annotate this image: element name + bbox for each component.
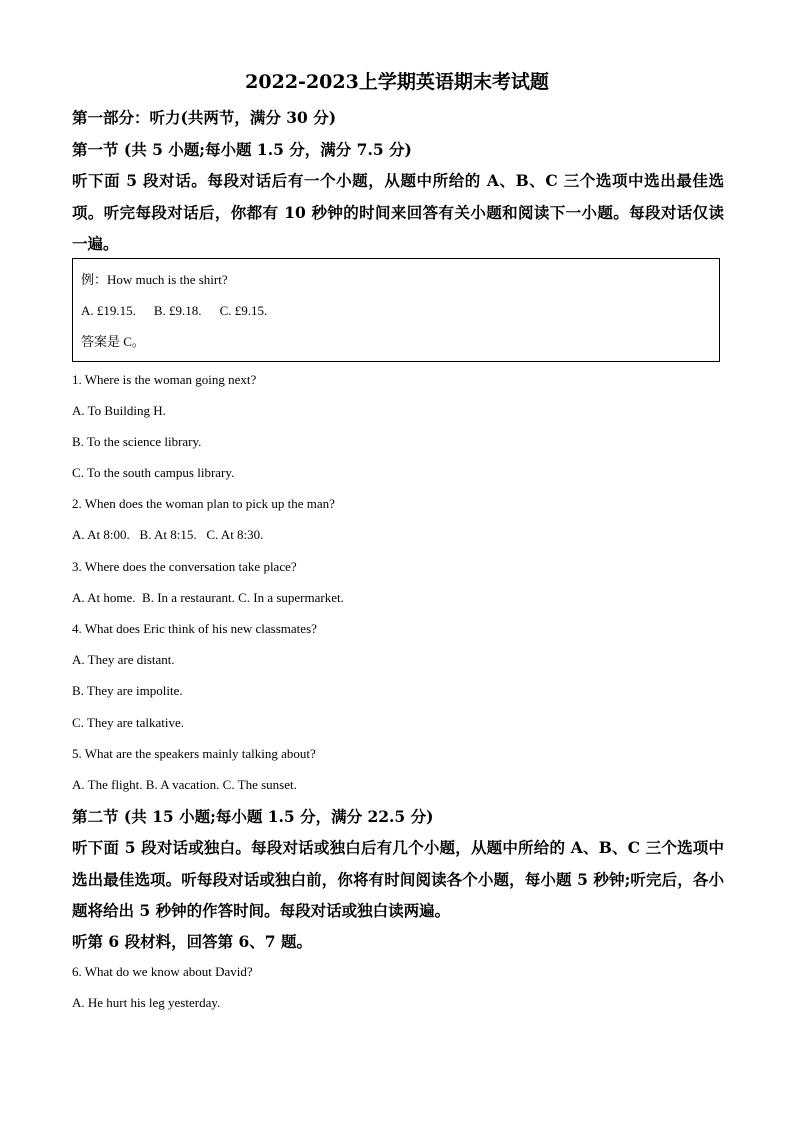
question-1-option-b: B. To the science library.: [72, 434, 202, 449]
part1-heading: 第一部分：听力(共两节，满分 30 分): [72, 108, 337, 127]
question-4-option-b: B. They are impolite.: [72, 683, 183, 698]
example-box: [72, 258, 720, 362]
section2-instructions: 听下面 5 段对话或独白。每段对话或独白后有几个小题，从题中所给的 A、B、C 三个选项中选出最佳选项。听每段对话或独白前，你将有时间阅读各个小题，每小题 5 秒钟;听完后，各小题将给出 5 秒钟的作答时间。每段对话或独白读两遍。: [72, 838, 724, 920]
material6-heading: 听第 6 段材料，回答第 6、7 题。: [72, 932, 312, 951]
question-4-option-c: C. They are talkative.: [72, 715, 185, 730]
question-4: 4. What does Eric think of his new classmates?: [72, 621, 317, 636]
example-options: [81, 302, 267, 320]
example-option-c: C. £9.15.: [219, 303, 268, 318]
question-2-options: A. At 8:00. B. At 8:15. C. At 8:30.: [72, 527, 264, 542]
question-2: 2. When does the woman plan to pick up the man?: [72, 496, 335, 511]
page-title: 2022-2023上学期英语期末考试题: [245, 71, 549, 93]
section2-heading: 第二节 (共 15 小题;每小题 1.5 分，满分 22.5 分): [72, 807, 434, 826]
section1-heading: 第一节 (共 5 小题;每小题 1.5 分，满分 7.5 分): [72, 140, 412, 159]
question-5-options: A. The flight. B. A vacation. C. The sunset.: [72, 777, 297, 792]
example-answer: 答案是 C。: [81, 334, 145, 349]
question-3-options: A. At home. B. In a restaurant. C. In a supermarket.: [72, 590, 344, 605]
question-6-option-a: A. He hurt his leg yesterday.: [72, 995, 221, 1010]
section1-instructions: 听下面 5 段对话。每段对话后有一个小题，从题中所给的 A、B、C 三个选项中选出最佳选项。听完每段对话后，你都有 10 秒钟的时间来回答有关小题和阅读下一小题。每段对话仅读一遍。: [72, 171, 724, 253]
example-option-b: B. £9.18.: [153, 303, 202, 318]
question-1-option-a: A. To Building H.: [72, 403, 166, 418]
question-1-option-c: C. To the south campus library.: [72, 465, 235, 480]
example-option-a: A. £19.15.: [81, 303, 136, 318]
question-1: 1. Where is the woman going next?: [72, 372, 257, 387]
question-6: 6. What do we know about David?: [72, 964, 253, 979]
question-4-option-a: A. They are distant.: [72, 652, 175, 667]
question-3: 3. Where does the conversation take place?: [72, 559, 297, 574]
question-5: 5. What are the speakers mainly talking about?: [72, 746, 316, 761]
example-question: 例：How much is the shirt?: [81, 272, 228, 287]
